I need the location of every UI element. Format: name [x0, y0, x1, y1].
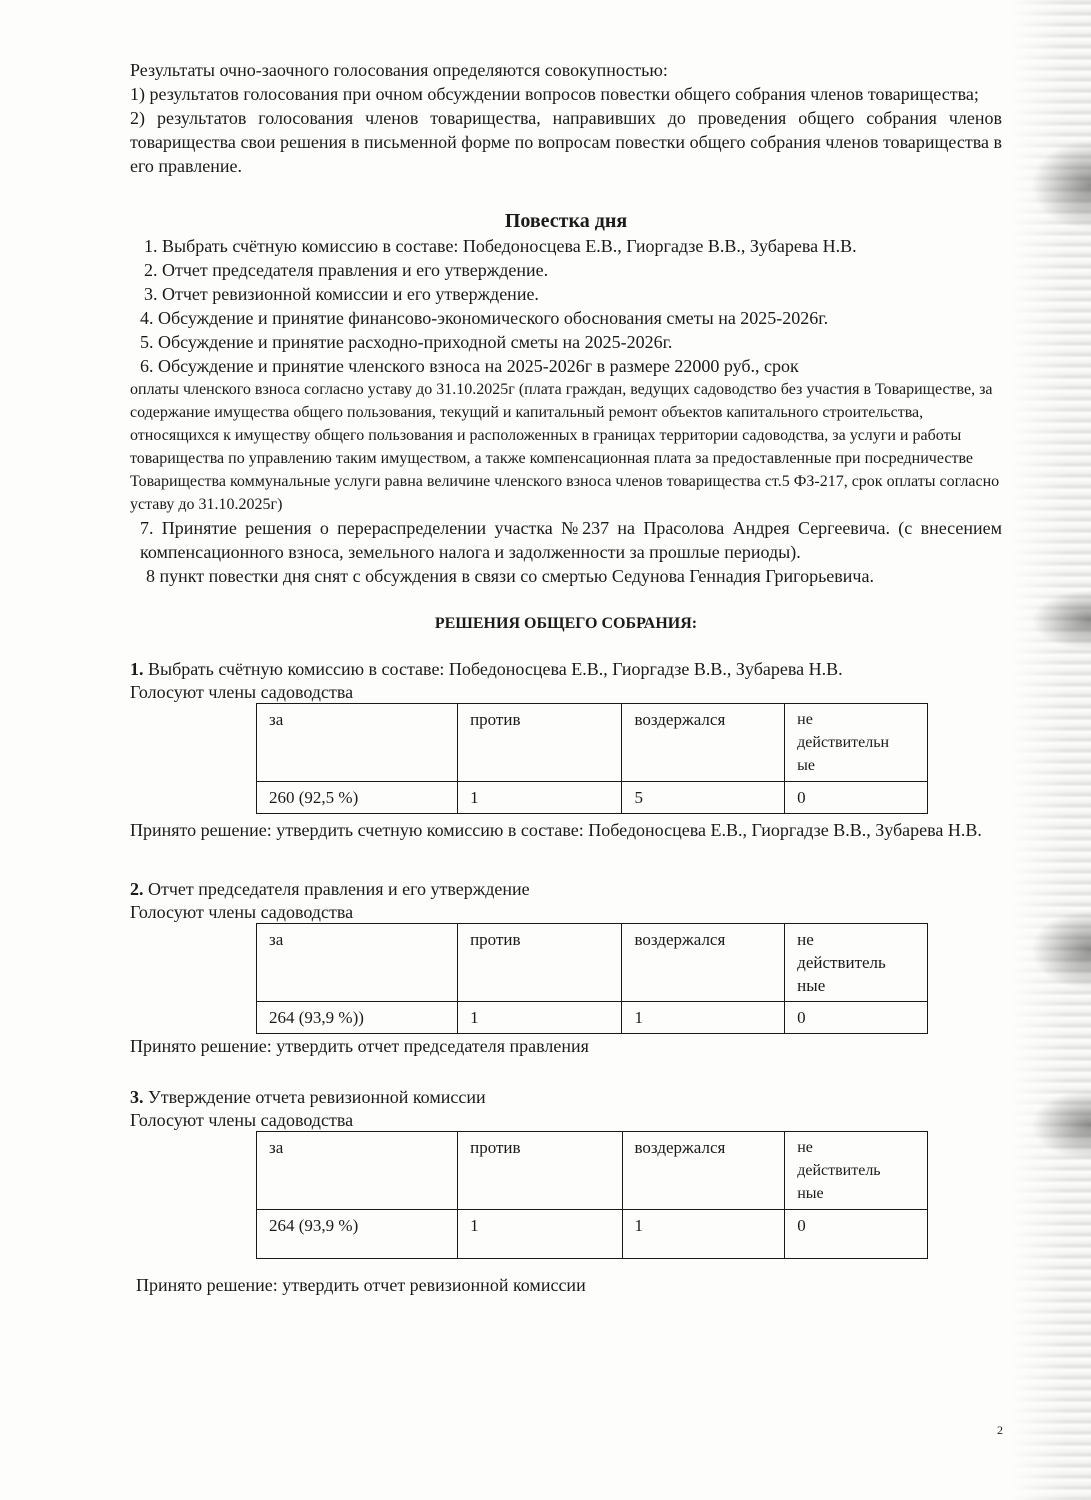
- agenda-item-continuation: оплаты членского взноса согласно уставу до 31.10.2025г (плата граждан, ведущих садоводство без участия в Товариществе, за содержание имущества общего пользования, текущий и капитальный ремонт объектов капитального строительства, относящихся к имуществу общего пользования и расположенных в границах территории садоводства, за услуги и работы товарищества по управлению таким имуществом, а также компенсационная плата за предоставленные при посредничестве Товарищества коммунальные услуги равна величине членского взноса членов товарищества ст.5 ФЗ-217, срок оплаты согласно уставу до 31.10.2025г): [130, 381, 1000, 513]
- agenda-item: 4. Обсуждение и принятие финансово-экономического обоснования сметы на 2025-2026г.: [140, 308, 829, 328]
- agenda-item: 3. Отчет ревизионной комиссии и его утверждение.: [144, 284, 539, 304]
- table-row: [257, 1002, 928, 1034]
- header-abstain: воздержался: [622, 704, 785, 782]
- agenda-item: 6. Обсуждение и принятие членского взноса на 2025-2026г в размере 22000 руб., срок: [140, 356, 799, 376]
- decision-heading: [130, 1086, 1002, 1109]
- voters-label: Голосуют члены садоводства: [130, 902, 354, 922]
- decision-heading: [130, 878, 1002, 901]
- scan-smudge: [1031, 1090, 1091, 1160]
- header-for: за: [257, 704, 458, 782]
- agenda-item: 1. Выбрать счётную комиссию в составе: Победоносцева Е.В., Гиоргадзе В.В., Зубарева Н.В.: [144, 236, 857, 256]
- header-invalid: не действитель ные: [785, 1132, 928, 1210]
- value-against: 1: [458, 782, 622, 814]
- agenda-list: [130, 234, 1002, 588]
- decision-number: 2.: [130, 879, 144, 899]
- document-page: [130, 58, 1002, 1297]
- header-abstain: воздержался: [622, 924, 785, 1002]
- votes-table: [256, 703, 928, 814]
- agenda-item: 5. Обсуждение и принятие расходно-приходной сметы на 2025-2026г.: [140, 332, 673, 352]
- header-against: против: [458, 1132, 622, 1210]
- votes-table: [256, 923, 928, 1034]
- decision-text: Выбрать счётную комиссию в составе: Победоносцева Е.В., Гиоргадзе В.В., Зубарева Н.В.: [143, 659, 843, 679]
- table-row: [257, 782, 928, 814]
- scan-smudge: [1031, 910, 1091, 990]
- intro-item-2: 2) результатов голосования членов товарищества, направивших до проведения общего собрания членов товарищества свои решения в письменной форме по вопросам повестки общего собрания членов товарищества в его правление.: [130, 108, 1002, 176]
- decisions-title: РЕШЕНИЯ ОБЩЕГО СОБРАНИЯ:: [434, 615, 698, 632]
- decision-number: 1.: [130, 659, 144, 679]
- value-for: 264 (93,9 %)): [257, 1002, 458, 1034]
- value-invalid: 0: [785, 782, 928, 814]
- value-invalid: 0: [785, 1002, 928, 1034]
- header-for: за: [257, 1132, 458, 1210]
- scan-smudge: [1031, 590, 1091, 650]
- decision-heading: [130, 658, 1002, 681]
- value-for: 264 (93,9 %): [257, 1210, 458, 1259]
- header-abstain: воздержался: [622, 1132, 785, 1210]
- decision-result: Принято решение: утвердить счетную комиссию в составе: Победоносцева Е.В., Гиоргадзе В.В., Зубарева Н.В.: [130, 820, 982, 840]
- decision-number: 3.: [130, 1087, 144, 1107]
- agenda-item: 7. Принятие решения о перераспределении участка №237 на Прасолова Андрея Сергеевича. (с внесением компенсационного взноса, земельного налога и задолженности за прошлые периоды).: [140, 518, 1002, 562]
- header-invalid: не действительн ые: [785, 704, 928, 782]
- header-invalid: не действитель ные: [785, 924, 928, 1002]
- table-header-row: [257, 704, 928, 782]
- votes-table: [256, 1131, 928, 1259]
- header-for: за: [257, 924, 458, 1002]
- agenda-item: 2. Отчет председателя правления и его утверждение.: [144, 260, 549, 280]
- table-header-row: [257, 1132, 928, 1210]
- decision-result: Принято решение: утвердить отчет ревизионной комиссии: [136, 1275, 586, 1295]
- decision-result: Принято решение: утвердить отчет председателя правления: [130, 1036, 589, 1056]
- header-against: против: [458, 924, 622, 1002]
- intro-item-1: 1) результатов голосования при очном обсуждении вопросов повестки общего собрания членов товарищества;: [130, 84, 979, 104]
- page-number: 2: [997, 1423, 1003, 1437]
- table-row: [257, 1210, 928, 1259]
- decision-text: Отчет председателя правления и его утверждение: [143, 879, 530, 899]
- agenda-title: Повестка дня: [504, 210, 628, 232]
- agenda-item: 8 пункт повестки дня снят с обсуждения в связи со смертью Седунова Геннадия Григорьевича.: [146, 566, 874, 586]
- decision-text: Утверждение отчета ревизионной комиссии: [143, 1087, 486, 1107]
- intro-line: Результаты очно-заочного голосования определяются совокупностью:: [130, 60, 668, 80]
- value-for: 260 (92,5 %): [257, 782, 458, 814]
- scan-smudge: [1031, 140, 1091, 230]
- table-header-row: [257, 924, 928, 1002]
- value-abstain: 1: [622, 1210, 785, 1259]
- voters-label: Голосуют члены садоводства: [130, 682, 354, 702]
- header-against: против: [458, 704, 622, 782]
- value-against: 1: [458, 1002, 622, 1034]
- value-against: 1: [458, 1210, 622, 1259]
- value-abstain: 5: [622, 782, 785, 814]
- value-invalid: 0: [785, 1210, 928, 1259]
- voters-label: Голосуют члены садоводства: [130, 1110, 354, 1130]
- value-abstain: 1: [622, 1002, 785, 1034]
